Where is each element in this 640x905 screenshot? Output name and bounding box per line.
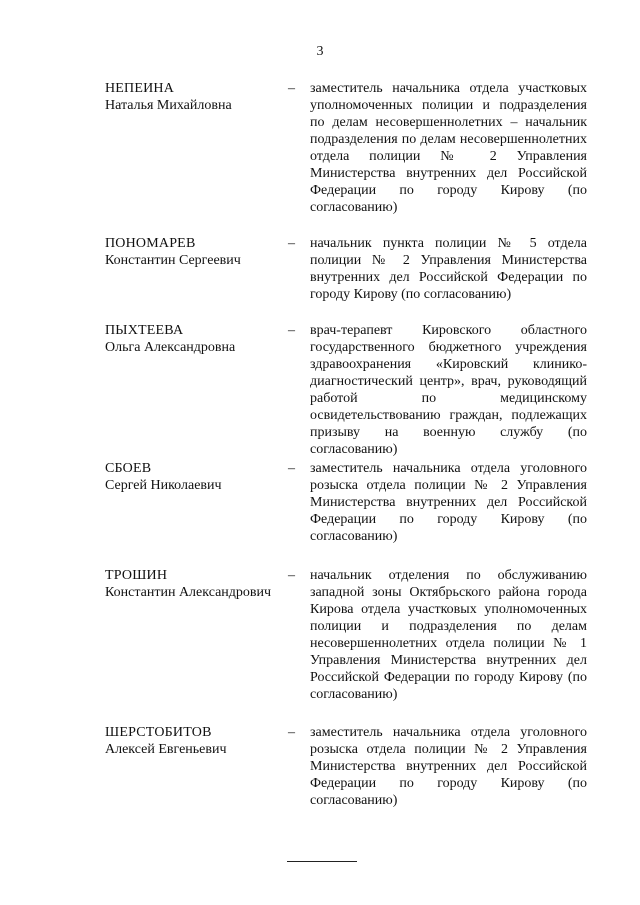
member-given-name: Константин Александрович [105, 585, 272, 600]
entry-dash: – [288, 323, 295, 338]
member-name-block [105, 322, 285, 356]
member-surname: СБОЕВ [105, 461, 152, 476]
member-name-block [105, 460, 285, 494]
member-name-block [105, 724, 285, 758]
entry-dash: – [288, 81, 295, 96]
member-given-name: Алексей Евгеньевич [105, 742, 227, 757]
member-name-block [105, 235, 285, 269]
member-name-block [105, 567, 285, 601]
end-separator-line [287, 861, 357, 862]
entry-dash: – [288, 236, 295, 251]
member-surname: НЕПЕИНА [105, 81, 175, 96]
member-position: врач-терапевт Кировского областного государственного бюджетного учреждения здравоохранения «Кировский клинико-диагностический центр», врач, руководящий работой по медицинскому освидетельствованию граждан, подлежащих призыву на военную службу (по согласованию) [310, 323, 587, 457]
member-given-name: Константин Сергеевич [105, 253, 241, 268]
entry-dash: – [288, 461, 295, 476]
member-position: начальник отделения по обслуживанию западной зоны Октябрьского района города Кирова отдела участковых уполномоченных полиции и подразделения по делам несовершеннолетних отдела полиции № 1 Управления Министерства внутренних дел Российской Федерации по городу Кирову (по согласованию) [310, 568, 587, 702]
member-position: заместитель начальника отдела участковых уполномоченных полиции и подразделения по делам несовершеннолетних – начальник подразделения по делам несовершеннолетних отдела полиции № 2 Управления Министерства внутренних дел Российской Федерации по городу Кирову (по согласованию) [310, 81, 587, 215]
member-position: начальник пункта полиции № 5 отдела полиции № 2 Управления Министерства внутренних дел Российской Федерации по городу Кирову (по согласованию) [310, 236, 587, 302]
member-name-block [105, 80, 285, 114]
member-position: заместитель начальника отдела уголовного розыска отдела полиции № 2 Управления Министерства внутренних дел Российской Федерации по городу Кирову (по согласованию) [310, 725, 587, 808]
entry-dash: – [288, 568, 295, 583]
member-surname: ШЕРСТОБИТОВ [105, 725, 212, 740]
entry-dash: – [288, 725, 295, 740]
member-position: заместитель начальника отдела уголовного розыска отдела полиции № 2 Управления Министерства внутренних дел Российской Федерации по городу Кирову (по согласованию) [310, 461, 587, 544]
member-surname: ПОНОМАРЕВ [105, 236, 196, 251]
member-surname: ТРОШИН [105, 568, 168, 583]
member-surname: ПЫХТЕЕВА [105, 323, 184, 338]
member-given-name: Сергей Николаевич [105, 478, 222, 493]
member-given-name: Наталья Михайловна [105, 98, 232, 113]
page-number: 3 [316, 44, 324, 59]
member-given-name: Ольга Александровна [105, 340, 236, 355]
